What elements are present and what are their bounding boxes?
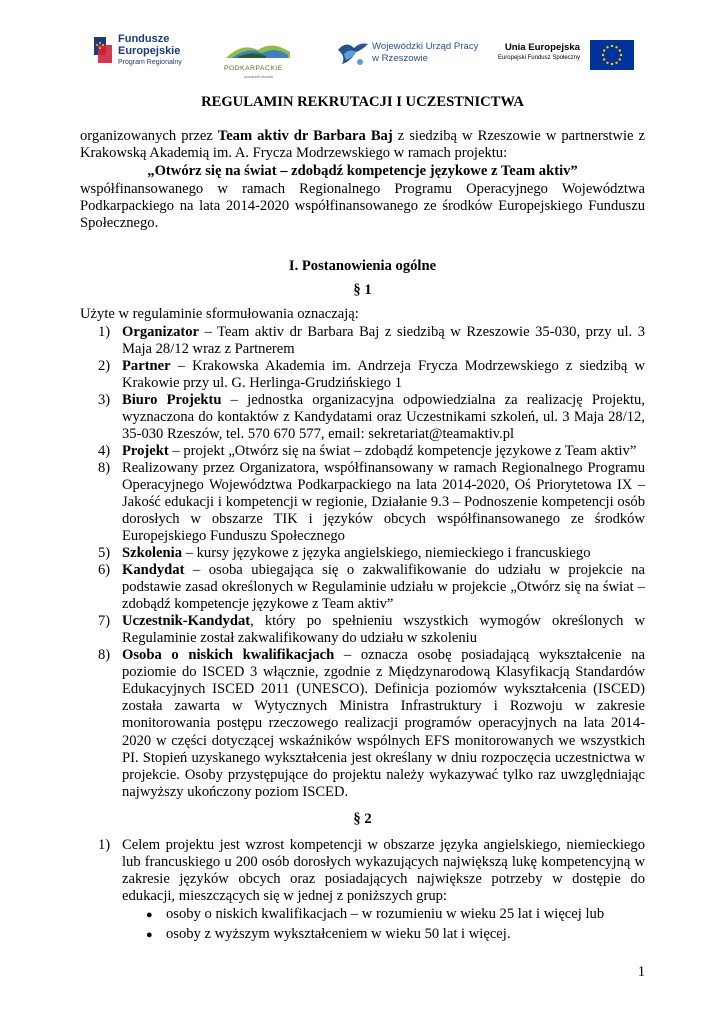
definition-text: – Krakowska Akademia im. Andrzeja Frycza Modrzewskiego z siedzibą w	[170, 358, 645, 374]
wup-text	[372, 41, 478, 65]
definition-line	[122, 494, 645, 511]
bullet-item: osoby o niskich kwalifikacjach – w rozumieniu w wieku 25 lat i więcej lub	[166, 906, 605, 922]
definition-text: PI. Stopień uzyskanego wykształcenia jest określany w dniu rozpoczęcia uczestnictwa w	[122, 749, 645, 766]
definition-number: 3)	[98, 392, 111, 408]
definition-line	[122, 750, 645, 767]
pk-name: PODKARPACKIE	[224, 65, 283, 72]
definition-line	[122, 545, 591, 562]
definition-term: Projekt	[122, 443, 169, 459]
definition-text: – oznacza osobę posiadającą wykształcenie na	[334, 647, 646, 663]
cofin-line1: współfinansowanego w ramach Regionalnego Programu Operacyjnego Województwa	[80, 181, 645, 197]
definition-line	[122, 698, 645, 715]
page-number: 1	[637, 964, 645, 980]
definition-text: Operacyjnego Województwa Podkarpackiego na lata 2014-2020, Oś Priorytetowa IX –	[122, 477, 645, 494]
definition-text: Jakość edukacji i kompetencji w regionie, Działanie 9.3 – Podnoszenie kompetencji osób	[122, 494, 645, 511]
eu-flag-icon	[590, 40, 634, 70]
wup-bird-icon	[336, 38, 370, 70]
fundusze-europejskie-logo	[92, 31, 198, 71]
definition-line	[122, 647, 645, 664]
goal-number: 1)	[98, 837, 111, 853]
definition-line	[122, 681, 645, 698]
logo-bar	[86, 26, 646, 79]
definition-number: 2)	[98, 358, 111, 374]
ue-text	[498, 42, 580, 62]
section1-heading: I. Postanowienia ogólne	[288, 258, 437, 274]
podkarpackie-mountains-icon	[222, 38, 294, 60]
definition-number: 5)	[98, 545, 111, 561]
definition-number: 1)	[98, 324, 111, 340]
goal-line: lub francuskiego u 200 osób dorosłych wykazujących największą lukę kompetencyjną w	[122, 854, 645, 871]
definition-term: Uczestnik-Kandydat	[122, 613, 251, 629]
definition-text: Krakowie przy ul. G. Herlinga-Grudzińskiego 1	[122, 375, 403, 392]
definition-line	[122, 562, 645, 579]
definition-line	[122, 630, 477, 647]
fe-line3: Program Regionalny	[118, 59, 182, 66]
definition-line	[122, 324, 645, 341]
definition-text: poziomie do ISCED 3 włącznie, zgodnie z Międzynarodową Klasyfikacją Standardów	[122, 664, 645, 681]
definition-text: – osoba ubiegająca się o zakwalifikowanie do udziału w projekcie na	[184, 562, 645, 578]
cofin-line2: Podkarpackiego na lata 2014-2020 współfinansowanego ze środków Europejskiego Funduszu	[80, 198, 645, 214]
definition-line	[122, 767, 645, 784]
definition-text: – projekt „Otwórz się na świat – zdobądź kompetencje językowe z Team aktiv”	[168, 443, 637, 459]
project-title: „Otwórz się na świat – zdobądź kompetencje językowe z Team aktiv”	[147, 163, 578, 179]
definition-line	[122, 477, 645, 494]
ue-line1: Unia Europejska	[504, 42, 580, 53]
bullet-item: osoby z wyższym wykształceniem w wieku 50 lat i więcej.	[166, 926, 511, 942]
goal-line: Celem projektu jest wzrost kompetencji w obszarze języka angielskiego, niemieckiego	[122, 837, 645, 853]
pk-sub: przestrzeń otwarta	[244, 75, 273, 79]
goal-line: edukacji, mieszczących się w jednej z poniższych grup:	[122, 888, 447, 905]
fe-text	[118, 33, 182, 67]
bullet-icon: ●	[146, 909, 153, 921]
intro-line2: Krakowską Akademią im. A. Frycza Modrzewskiego w ramach projektu:	[80, 145, 508, 161]
definition-line	[122, 715, 645, 732]
document-title: REGULAMIN REKRUTACJI I UCZESTNICTWA	[201, 94, 524, 110]
definition-number: 7)	[98, 613, 111, 629]
ue-line2: Europejski Fundusz Społeczny	[497, 55, 580, 61]
definition-text: – kursy językowe z języka angielskiego, niemieckiego i francuskiego	[182, 545, 591, 561]
definition-text: 2020 w części dotyczącej wskaźników wspólnych EFS monitorowanych we wszystkich	[122, 732, 645, 749]
definition-line	[122, 460, 645, 477]
definition-line	[122, 784, 348, 801]
definition-line	[122, 375, 402, 392]
paragraph2-heading: § 2	[353, 811, 372, 827]
podkarpackie-logo	[222, 38, 294, 79]
definition-line	[122, 392, 645, 409]
definition-text: 35-030 Rzeszów, tel. 570 670 577, email: sekretariat@teamaktiv.pl	[122, 426, 515, 443]
definition-text: wyznaczona do kontaktów z Kandydatami oraz Uczestnikami szkoleń, ul. 3 Maja 28/12,	[122, 409, 645, 426]
definition-line	[122, 733, 645, 750]
definition-line	[122, 579, 645, 596]
definition-text: Regulaminie został zakwalifikowany do udziału w szkoleniu	[122, 630, 478, 647]
definition-text: Edukacyjnych ISCED 2011 (UNESCO). Definicja poziomów wykształcenia (ISCED)	[122, 681, 645, 698]
definition-line	[122, 528, 345, 545]
definition-term: Organizator	[122, 324, 200, 340]
bullet-icon: ●	[146, 929, 153, 941]
definition-term: Kandydat	[122, 562, 185, 578]
definition-text: – Team aktiv dr Barbara Baj z siedzibą w Rzeszowie 35-030, przy ul. 3	[199, 324, 645, 340]
definition-number: 8)	[98, 647, 111, 663]
definition-text: została zawarta w Wytycznych Ministra Infrastruktury i Rozwoju w zakresie	[122, 698, 645, 715]
wup-logo	[336, 38, 486, 72]
intro-line1: organizowanych przez Team aktiv dr Barbara Baj z siedzibą w Rzeszowie w partnerstwie z	[80, 128, 645, 144]
definition-text: najwyższy ukończony poziom ISCED.	[122, 783, 349, 800]
definition-line	[122, 443, 636, 460]
definition-text: zdobądź kompetencje językowe z Team aktiv”	[122, 596, 394, 613]
definition-text: dorosłych w obszarze TIK i języków obcych współfinansowanego ze środków	[122, 511, 645, 528]
definition-line	[122, 358, 645, 375]
definition-term: Szkolenia	[122, 545, 183, 561]
definition-number: 6)	[98, 562, 111, 578]
definition-text: Europejskiego Funduszu Społecznego	[122, 528, 345, 545]
definition-line	[122, 664, 645, 681]
definition-text: monitorowania postępu rzeczowego realizacji programów operacyjnych na lata 2014-	[122, 715, 645, 732]
definition-text: Maja 28/12 wraz z Partnerem	[122, 341, 295, 358]
paragraph1-heading: § 1	[353, 282, 372, 298]
definition-term: Osoba o niskich kwalifikacjach	[122, 647, 335, 663]
definition-line	[122, 613, 645, 630]
definition-line	[122, 511, 645, 528]
fe-line1: Fundusze	[118, 33, 170, 45]
wup-line1: Wojewódzki Urząd Pracy	[372, 41, 479, 52]
unia-europejska-logo	[497, 38, 634, 72]
definition-text: – jednostka organizacyjna odpowiedzialna za realizację Projektu,	[221, 392, 645, 408]
fe-flag-icon	[92, 35, 114, 65]
definition-text: projekcie. Osoby przystępujące do projektu należy wykazywać tylko raz uwzględniając	[122, 766, 645, 783]
definitions-intro: Użyte w regulaminie sformułowania oznaczają:	[80, 306, 359, 322]
definition-term: Biuro Projektu	[122, 392, 222, 408]
definition-number: 4)	[98, 443, 111, 459]
definition-line	[122, 409, 645, 426]
definition-text: , który po spełnieniu wszystkich wymogów określonych w	[250, 613, 645, 629]
fe-line2: Europejskie	[118, 45, 181, 57]
definition-text: podstawie zasad określonych w Regulaminie udziału w projekcie „Otwórz się na świat –	[122, 579, 645, 596]
definition-line	[122, 341, 295, 358]
definition-number: 8)	[98, 460, 111, 476]
definition-text: Realizowany przez Organizatora, współfinansowany w ramach Regionalnego Programu	[122, 460, 645, 476]
cofin-line3: Społecznego.	[80, 215, 159, 231]
definition-line	[122, 596, 393, 613]
definition-line	[122, 426, 514, 443]
wup-line2: w Rzeszowie	[372, 53, 428, 64]
definition-term: Partner	[122, 358, 171, 374]
goal-line: zakresie języków obcych oraz posiadających największe potrzeby w dostępie do	[122, 871, 645, 888]
